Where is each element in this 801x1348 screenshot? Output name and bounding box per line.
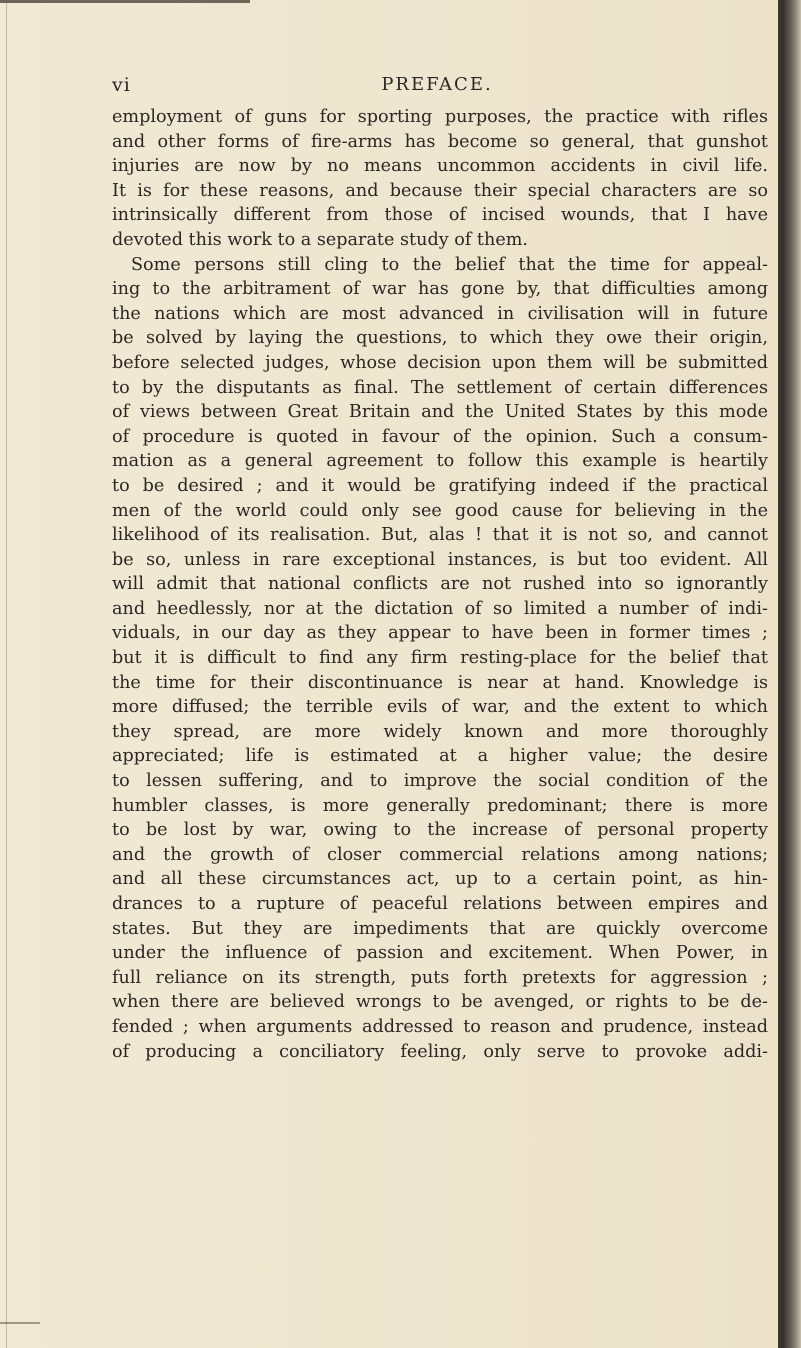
text-line: appreciated; life is estimated at a higher value; the desire — [112, 746, 768, 767]
text-line: intrinsically different from those of incised wounds, that I have — [112, 205, 768, 226]
text-line: injuries are now by no means uncommon accidents in civil life. — [112, 156, 768, 177]
text-line: be so, unless in rare exceptional instances, is but too evident. All — [112, 549, 768, 570]
text-line: employment of guns for sporting purposes, the practice with rifles — [112, 107, 768, 127]
left-page-edge — [6, 0, 7, 1348]
text-line: men of the world could only see good cause for believing in the — [112, 500, 768, 521]
text-line: and all these circumstances act, up to a certain point, as hin- — [112, 869, 768, 890]
text-line: full reliance on its strength, puts forth pretexts for aggression ; — [112, 967, 768, 988]
text-line: of producing a conciliatory feeling, only serve to provoke addi- — [112, 1041, 768, 1062]
page-number: vi — [112, 74, 131, 96]
paragraph-start-line: Some persons still cling to the belief that the time for appeal- — [131, 254, 768, 275]
page-header-title: PREFACE. — [381, 74, 493, 95]
text-line: likelihood of its realisation. But, alas ! that it is not so, and cannot — [112, 525, 768, 546]
preface-body-text — [112, 105, 768, 1064]
text-line: ing to the arbitrament of war has gone by, that difficulties among — [112, 279, 768, 300]
text-line: but it is difficult to find any firm resting-place for the belief that — [112, 648, 768, 669]
text-line: of procedure is quoted in favour of the opinion. Such a consum- — [112, 426, 768, 447]
text-line: and the growth of closer commercial relations among nations; — [112, 844, 768, 865]
text-line: the nations which are most advanced in civilisation will in future — [112, 303, 768, 324]
text-line: humbler classes, is more generally predominant; there is more — [112, 795, 768, 816]
bottom-left-mark — [0, 1322, 40, 1324]
text-line: to by the disputants as final. The settlement of certain differences — [112, 377, 768, 398]
text-line: be solved by laying the questions, to which they owe their origin, — [112, 328, 768, 349]
text-line: It is for these reasons, and because their special characters are so — [112, 180, 768, 201]
text-line: devoted this work to a separate study of them. — [112, 229, 529, 250]
text-line: to be desired ; and it would be gratifying indeed if the practical — [112, 475, 768, 496]
text-line: fended ; when arguments addressed to reason and prudence, instead — [112, 1016, 768, 1037]
running-head — [112, 74, 762, 100]
text-line: they spread, are more widely known and more thoroughly — [112, 721, 768, 742]
text-line: of views between Great Britain and the United States by this mode — [112, 402, 768, 423]
text-line: drances to a rupture of peaceful relations between empires and — [112, 894, 768, 914]
text-line: when there are believed wrongs to be avenged, or rights to be de- — [112, 992, 768, 1013]
text-line: more diffused; the terrible evils of war, and the extent to which — [112, 697, 768, 718]
text-line: to lessen suffering, and to improve the social condition of the — [112, 771, 768, 792]
text-line: under the influence of passion and excitement. When Power, in — [112, 943, 768, 964]
text-line: mation as a general agreement to follow this example is heartily — [112, 451, 768, 472]
text-line: the time for their discontinuance is near at hand. Knowledge is — [112, 672, 768, 693]
text-line: and heedlessly, nor at the dictation of so limited a number of indi- — [112, 598, 768, 619]
text-line: states. But they are impediments that are quickly overcome — [112, 918, 768, 939]
text-line: to be lost by war, owing to the increase of personal property — [112, 820, 768, 841]
text-line: will admit that national conflicts are not rushed into so ignorantly — [112, 574, 768, 595]
text-line: and other forms of fire-arms has become so general, that gunshot — [112, 131, 768, 152]
text-line: before selected judges, whose decision upon them will be submitted — [112, 352, 768, 373]
book-spine-edge — [782, 0, 801, 1348]
top-edge-rule — [0, 0, 250, 3]
text-line: viduals, in our day as they appear to have been in former times ; — [112, 623, 768, 644]
